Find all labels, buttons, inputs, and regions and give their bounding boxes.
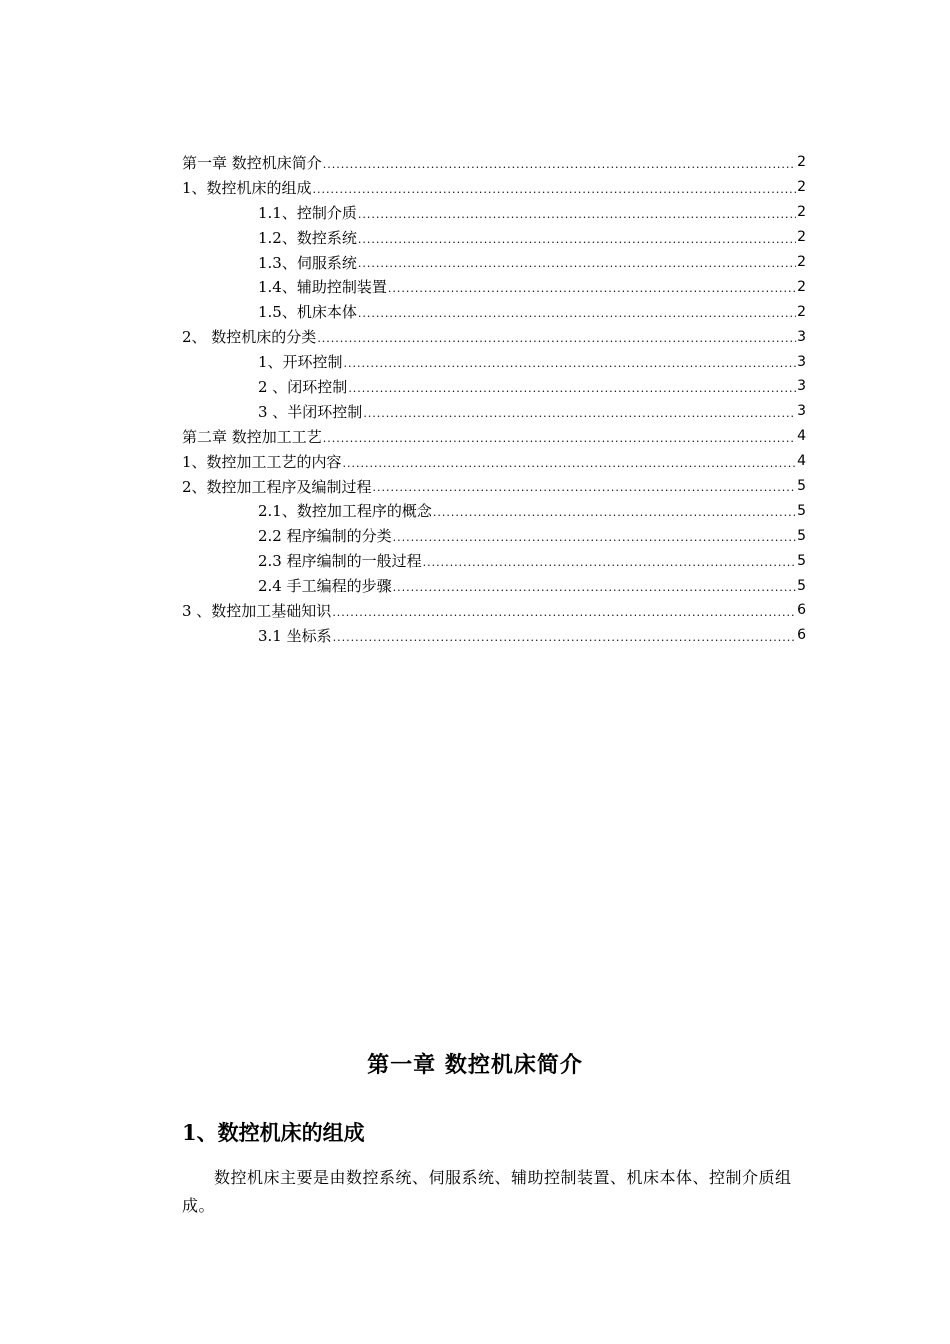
toc-entry[interactable] xyxy=(182,399,806,424)
toc-entry[interactable] xyxy=(182,349,806,374)
toc-leader-dots xyxy=(363,407,796,424)
toc-leader-dots xyxy=(423,556,796,573)
toc-entry-label: 1、数控机床的组成 xyxy=(182,178,312,197)
toc-leader-dots xyxy=(323,158,796,175)
toc-entry-page: 3 xyxy=(797,353,806,370)
toc-entry[interactable] xyxy=(182,474,806,499)
toc-entry-label: 1.4、辅助控制装置 xyxy=(258,278,387,297)
toc-leader-dots xyxy=(344,357,797,374)
toc-entry[interactable] xyxy=(182,299,806,324)
toc-entry-label: 2、 数控机床的分类 xyxy=(182,328,317,347)
toc-entry-page: 4 xyxy=(797,453,806,470)
section-title: 1、数控机床的组成 xyxy=(182,1120,365,1145)
toc-entry-page: 5 xyxy=(797,552,806,569)
toc-entry-label: 2.3 程序编制的一般过程 xyxy=(258,552,422,571)
toc-leader-dots xyxy=(358,233,796,250)
toc-entry-page: 3 xyxy=(797,403,806,420)
toc-entry-page: 4 xyxy=(797,428,806,445)
toc-entry[interactable] xyxy=(182,175,806,200)
toc-entry[interactable] xyxy=(182,374,806,399)
toc-entry-page: 5 xyxy=(797,502,806,519)
toc-leader-dots xyxy=(317,332,796,349)
toc-leader-dots xyxy=(358,307,796,324)
toc-entry-label: 1、数控加工工艺的内容 xyxy=(182,452,342,471)
toc-entry-page: 2 xyxy=(797,229,806,246)
toc-leader-dots xyxy=(333,631,796,648)
toc-entry-page: 2 xyxy=(797,303,806,320)
toc-entry[interactable] xyxy=(182,225,806,250)
toc-entry-label: 1、开环控制 xyxy=(258,353,343,372)
toc-entry[interactable] xyxy=(182,598,806,623)
toc-entry-page: 5 xyxy=(797,527,806,544)
toc-leader-dots xyxy=(373,481,797,498)
toc-leader-dots xyxy=(332,606,796,623)
toc-leader-dots xyxy=(358,208,796,225)
toc-entry[interactable] xyxy=(182,623,806,648)
toc-entry[interactable] xyxy=(182,449,806,474)
toc-leader-dots xyxy=(348,382,796,399)
toc-entry-label: 3 、半闭环控制 xyxy=(258,402,363,421)
toc-entry-label: 3.1 坐标系 xyxy=(258,626,332,645)
toc-entry[interactable] xyxy=(182,498,806,523)
toc-entry-page: 2 xyxy=(797,154,806,171)
toc-entry-page: 2 xyxy=(797,204,806,221)
toc-entry[interactable] xyxy=(182,548,806,573)
toc-entry-label: 1.5、机床本体 xyxy=(258,303,357,322)
toc-leader-dots xyxy=(343,457,797,474)
toc-entry-page: 5 xyxy=(797,478,806,495)
toc-entry-page: 2 xyxy=(797,179,806,196)
toc-entry-label: 1.2、数控系统 xyxy=(258,228,357,247)
toc-entry-label: 3 、数控加工基础知识 xyxy=(182,601,332,620)
toc-entry-label: 2.2 程序编制的分类 xyxy=(258,527,392,546)
toc-entry-label: 第一章 数控机床简介 xyxy=(182,153,322,172)
toc-entry-page: 2 xyxy=(797,254,806,270)
toc-entry-page: 3 xyxy=(797,378,806,395)
toc-entry-label: 2.4 手工编程的步骤 xyxy=(258,577,392,596)
toc-entry-label: 2 、闭环控制 xyxy=(258,377,348,396)
toc-entry-label: 2.1、数控加工程序的概念 xyxy=(258,502,432,521)
toc-leader-dots xyxy=(433,506,796,523)
toc-entry[interactable] xyxy=(182,573,806,598)
toc-entry-label: 1.3、伺服系统 xyxy=(258,253,357,272)
toc-entry-page: 3 xyxy=(797,328,806,345)
toc-leader-dots xyxy=(393,581,796,598)
toc-entry-label: 2、数控加工程序及编制过程 xyxy=(182,477,372,496)
toc-leader-dots xyxy=(323,432,796,449)
toc-entry[interactable] xyxy=(182,424,806,449)
toc-entry[interactable] xyxy=(182,150,806,175)
toc-entry-page: 5 xyxy=(797,577,806,594)
toc-leader-dots xyxy=(388,282,796,299)
table-of-contents xyxy=(182,150,806,648)
toc-entry-label: 1.1、控制介质 xyxy=(258,203,357,222)
toc-entry[interactable] xyxy=(182,274,806,299)
body-paragraph: 数控机床主要是由数控系统、伺服系统、辅助控制装置、机床本体、控制介质组成。 xyxy=(182,1168,792,1215)
toc-entry[interactable] xyxy=(182,324,806,349)
toc-entry-label: 第二章 数控加工工艺 xyxy=(182,427,322,446)
toc-entry-page: 6 xyxy=(797,627,806,644)
toc-entry[interactable] xyxy=(182,523,806,548)
toc-entry[interactable] xyxy=(182,250,806,275)
toc-leader-dots xyxy=(393,531,796,548)
toc-leader-dots xyxy=(313,183,797,200)
toc-entry-page: 6 xyxy=(797,602,806,619)
toc-entry[interactable] xyxy=(182,200,806,225)
chapter-title: 第一章 数控机床简介 xyxy=(367,1052,583,1078)
toc-entry-page: 2 xyxy=(797,278,806,295)
toc-leader-dots xyxy=(358,257,796,274)
